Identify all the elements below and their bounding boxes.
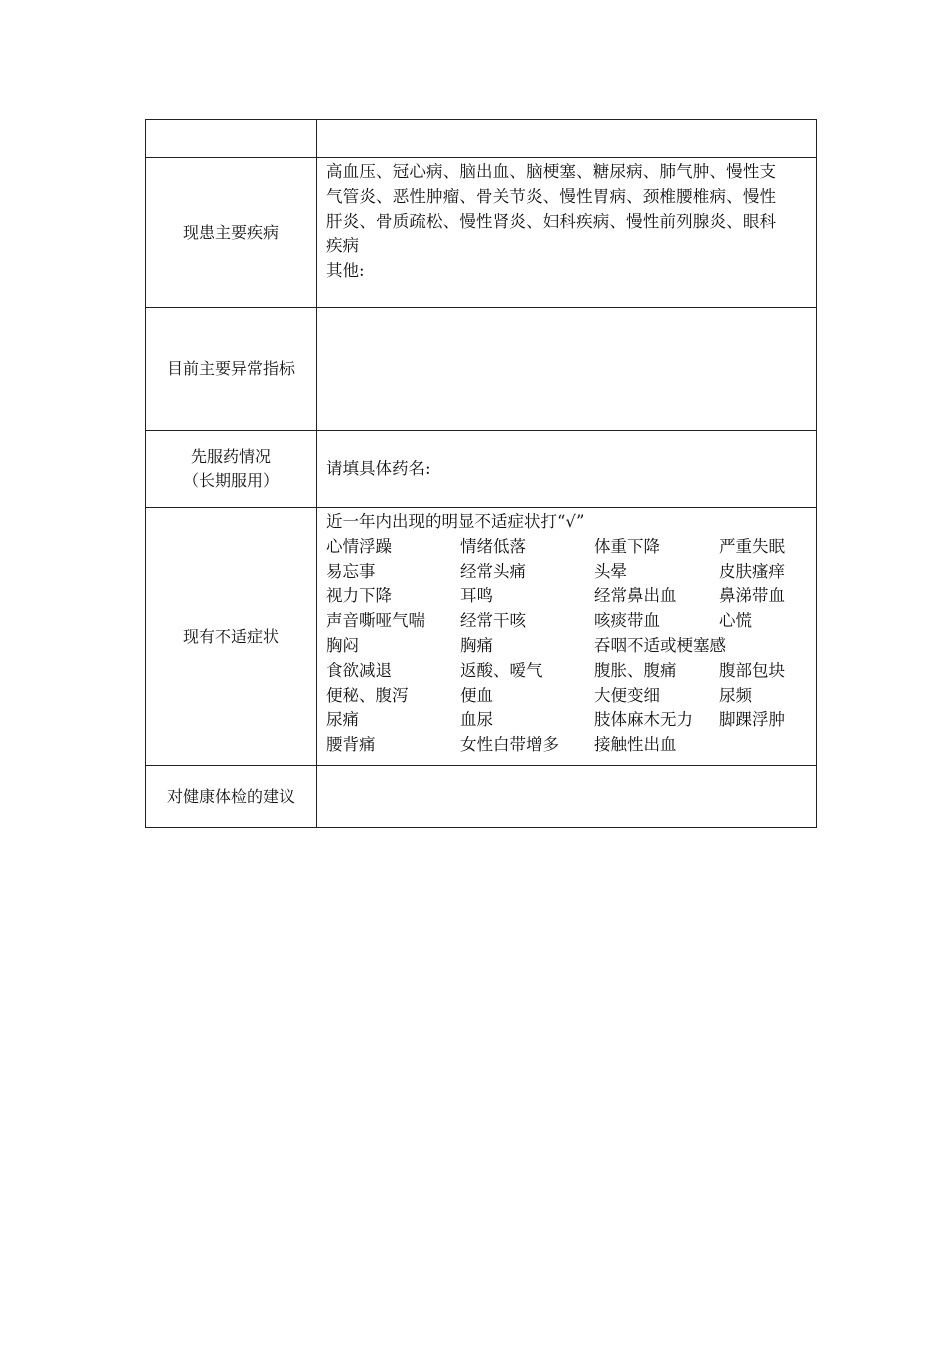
symptoms-grid (326, 535, 810, 758)
advice-value-cell[interactable] (317, 766, 817, 828)
symptom-option[interactable]: 返酸、嗳气 (460, 660, 543, 680)
symptom-option[interactable]: 情绪低落 (460, 536, 526, 556)
medication-label-line1: 先服药情况 (190, 447, 271, 466)
blank-value-cell[interactable] (317, 120, 817, 158)
symptom-option[interactable]: 胸痛 (460, 635, 493, 655)
symptom-option[interactable]: 便秘、腹泻 (326, 685, 409, 705)
diseases-cell[interactable] (317, 158, 817, 308)
diseases-other-label: 其他: (326, 261, 365, 281)
symptom-option[interactable]: 严重失眠 (719, 536, 785, 556)
symptom-option[interactable]: 脚踝浮肿 (719, 710, 785, 730)
symptom-option[interactable]: 腹胀、腹痛 (594, 660, 677, 680)
symptom-option[interactable]: 耳鸣 (460, 586, 493, 606)
symptom-option[interactable]: 心情浮躁 (326, 536, 392, 556)
diseases-row (146, 158, 817, 308)
symptom-option[interactable]: 腰背痛 (326, 735, 376, 755)
medication-label (146, 431, 317, 508)
symptom-option[interactable]: 体重下降 (594, 536, 660, 556)
symptom-option[interactable]: 吞咽不适或梗塞感 (594, 635, 726, 655)
blank-label-cell (146, 120, 317, 158)
symptoms-instruction: 近一年内出现的明显不适症状打“√” (326, 512, 585, 531)
symptom-option[interactable]: 腹部包块 (719, 660, 785, 680)
symptom-option[interactable]: 食欲减退 (326, 660, 392, 680)
symptoms-label: 现有不适症状 (146, 508, 317, 766)
symptoms-cell (317, 508, 817, 766)
symptom-option[interactable]: 心慌 (719, 611, 752, 631)
symptom-option[interactable]: 尿痛 (326, 710, 359, 730)
diseases-label: 现患主要疾病 (146, 158, 317, 308)
advice-label: 对健康体检的建议 (146, 766, 317, 828)
symptom-option[interactable]: 胸闷 (326, 635, 359, 655)
medication-label-line2: （长期服用） (182, 471, 279, 490)
symptom-option[interactable]: 血尿 (460, 710, 493, 730)
symptom-option[interactable]: 便血 (460, 685, 493, 705)
symptom-option[interactable]: 经常干咳 (460, 611, 526, 631)
medication-row (146, 431, 817, 508)
symptom-option[interactable]: 咳痰带血 (594, 611, 660, 631)
symptom-option[interactable]: 接触性出血 (594, 735, 677, 755)
diseases-list: 高血压、冠心病、脑出血、脑梗塞、糖尿病、肺气肿、慢性支气管炎、恶性肿瘤、骨关节炎、慢性胃病、颈椎腰椎病、慢性肝炎、骨质疏松、慢性肾炎、妇科疾病、慢性前列腺炎、眼科疾病 (326, 162, 776, 256)
symptom-option[interactable]: 皮肤瘙痒 (719, 561, 785, 581)
symptom-option[interactable]: 经常头痛 (460, 561, 526, 581)
symptom-option[interactable]: 经常鼻出血 (594, 586, 677, 606)
health-questionnaire-table (145, 119, 817, 828)
symptom-option[interactable]: 尿频 (719, 685, 752, 705)
symptom-option[interactable]: 易忘事 (326, 561, 376, 581)
symptom-option[interactable]: 头晕 (594, 561, 627, 581)
advice-row (146, 766, 817, 828)
medication-cell[interactable] (317, 431, 817, 508)
blank-row (146, 120, 817, 158)
symptom-option[interactable]: 肢体麻木无力 (594, 710, 693, 730)
symptom-option[interactable]: 视力下降 (326, 586, 392, 606)
symptom-option[interactable]: 大便变细 (594, 685, 660, 705)
symptoms-row (146, 508, 817, 766)
symptom-option[interactable]: 鼻涕带血 (719, 586, 785, 606)
symptom-option[interactable]: 女性白带增多 (460, 735, 559, 755)
abnormal-label: 目前主要异常指标 (146, 308, 317, 431)
medication-prompt: 请填具体药名: (326, 458, 431, 478)
abnormal-row (146, 308, 817, 431)
abnormal-value-cell[interactable] (317, 308, 817, 431)
symptom-option[interactable]: 声音嘶哑气喘 (326, 611, 425, 631)
